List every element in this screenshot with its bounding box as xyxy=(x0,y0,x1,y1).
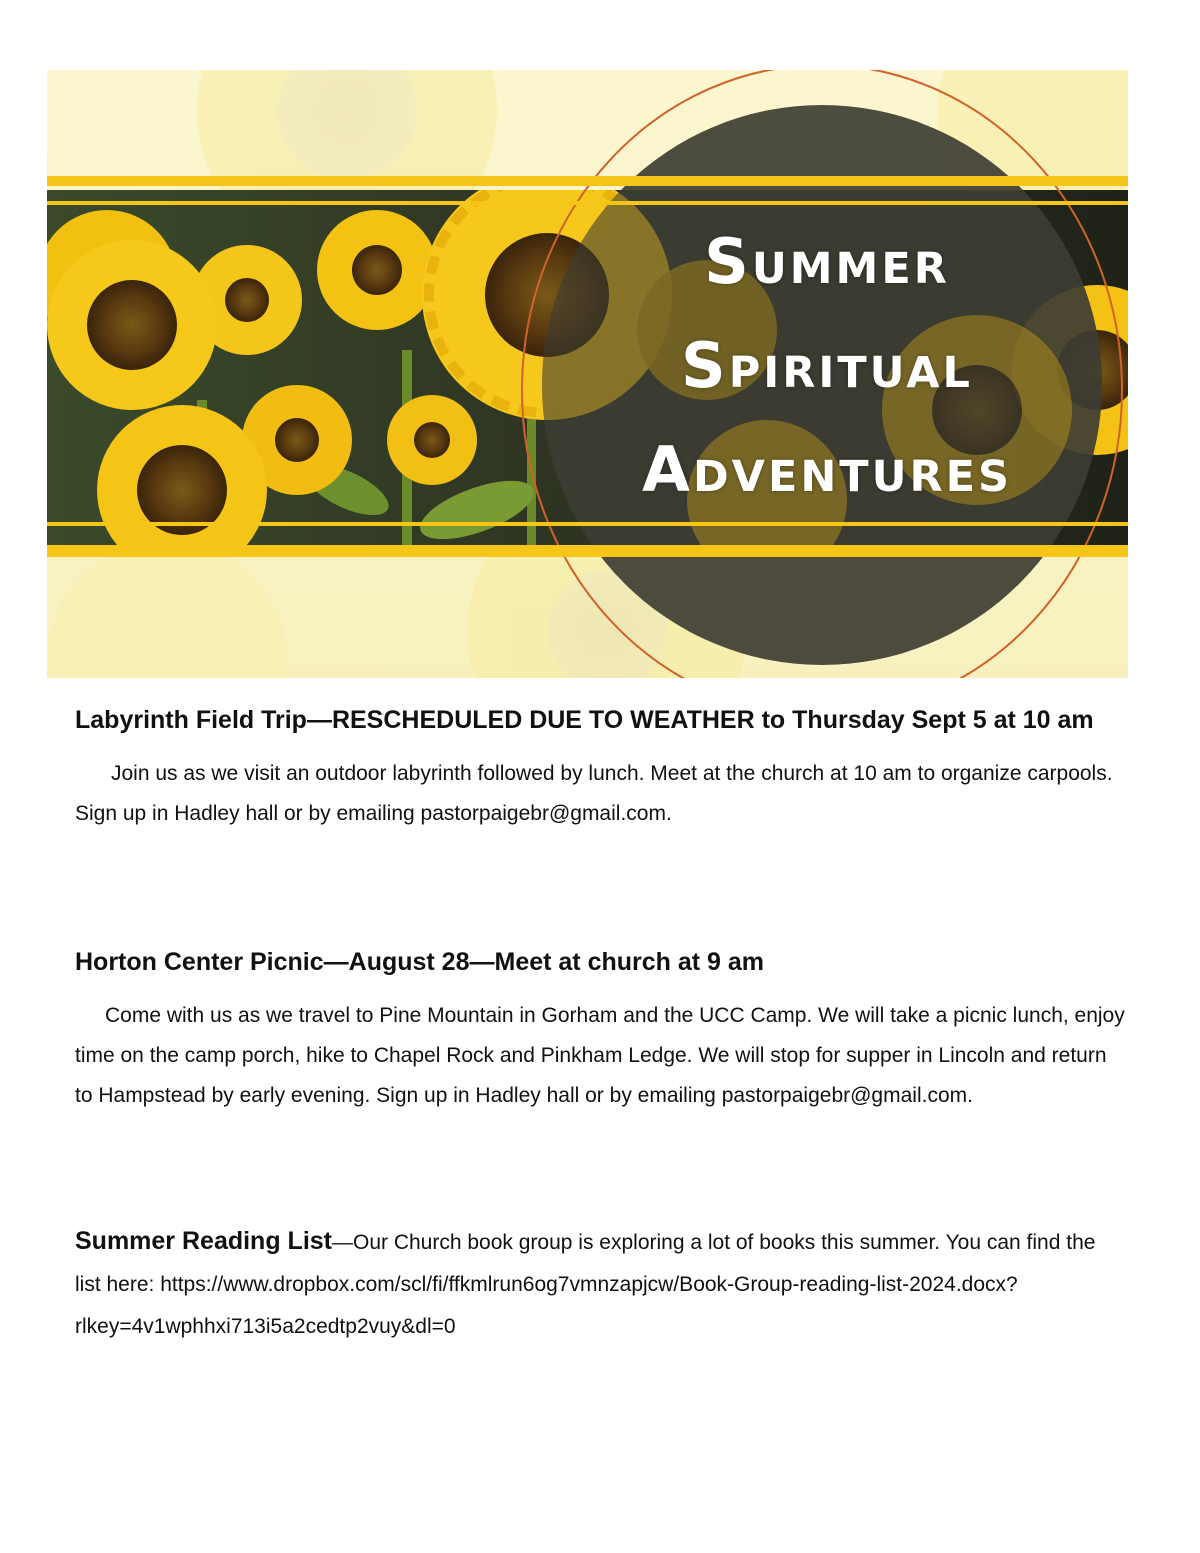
section-horton-picnic xyxy=(75,940,1125,1116)
section-reading-list xyxy=(75,1220,1125,1348)
reading-list-text[interactable]: —Our Church book group is exploring a lot of books this summer. You can find the list here: https://www.dropbox.com/scl/fi/ffkmlrun6og7vmnzapjcw/Book-Group-reading-list-2024.docx?rlkey=4v1wphhxi713i5a2cedtp2vuy&dl=0 xyxy=(75,1231,1096,1338)
section-heading: Horton Center Picnic—August 28—Meet at church at 9 am xyxy=(75,948,765,976)
stripe-top-1 xyxy=(47,176,1128,186)
header-banner xyxy=(47,70,1128,678)
banner-title xyxy=(607,210,1047,522)
stripe-bottom-1 xyxy=(47,522,1128,526)
section-body-text: Come with us as we travel to Pine Mountain in Gorham and the UCC Camp. We will take a picnic lunch, enjoy time on the camp porch, hike to Chapel Rock and Pinkham Ledge. We will stop for supper in Lincoln and return to Hampstead by early evening. Sign up in Hadley hall or by emailing pastorpaigebr@gmail.com. xyxy=(75,1004,1125,1107)
section-body xyxy=(75,1220,1125,1348)
stripe-bottom-2 xyxy=(47,545,1128,557)
banner-title-line: Adventures xyxy=(641,433,1013,506)
section-body-text: Join us as we visit an outdoor labyrinth followed by lunch. Meet at the church at 10 am to organize carpools. Sign up in Hadley hall or by emailing pastorpaigebr@gmail.com. xyxy=(75,762,1113,825)
section-body xyxy=(75,996,1125,1116)
section-heading: Labyrinth Field Trip—RESCHEDULED DUE TO WEATHER to Thursday Sept 5 at 10 am xyxy=(75,706,1094,734)
banner-title-line: Summer xyxy=(704,225,950,298)
banner-title-line: Spiritual xyxy=(681,329,973,402)
section-body xyxy=(75,754,1125,834)
section-heading: Summer Reading List xyxy=(75,1227,332,1255)
stripe-top-2 xyxy=(47,201,1128,205)
section-labyrinth xyxy=(75,698,1125,834)
